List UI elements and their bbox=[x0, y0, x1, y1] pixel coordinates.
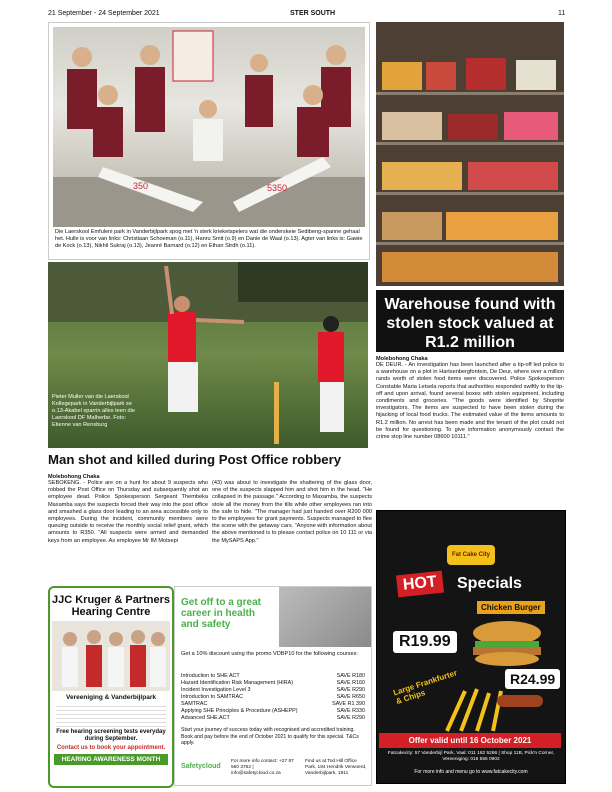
course-price: SAVE R290 bbox=[336, 687, 365, 693]
bat-label-1: 350 bbox=[133, 181, 149, 191]
course-row bbox=[181, 673, 365, 680]
ad-hearing-centre[interactable] bbox=[48, 586, 174, 788]
robbery-body-1: SEBOKENG. - Police are on a hunt for about 9 suspects who robbed the Post Office on Thursday and subsequently shot an employee dead. Police Spokesperson Sergeant Thembeka Maxamba says the suspects forced their way into the post office and smashed a glass door leading to an area accessible only to employees. During the incident, community members were queuing outside to receive the monthly social relief grant, which amounts to R350. "All suspects were armed and demanded keys from an employee. As employee Mr IM Motsepi bbox=[48, 480, 208, 544]
course-name: Incident Investigation Level 3 bbox=[181, 687, 251, 693]
course-name: Hazard Identification Risk Management (HIRA) bbox=[181, 680, 294, 686]
robbery-body-2: (43) was about to investigate the shattering of the glass door, one of the suspects slapped him and shot him in the head. "He collapsed in the passage." According to Maxamba, the suspects stole all the money from the tills while other employees ran into the safe to hide. "The manager had just handed over R200 000 to the employees for grant payments. Suspects managed to flee the scene with the getaway cars. "Anyone with information about the above mentioned is to please contact police on 10 111 or via the MySAPS App." bbox=[212, 480, 372, 544]
course-row bbox=[181, 694, 365, 701]
ad-fatcake-address: Fatcakecity: 57 Vanderbijl Park, Vaal: 011 162 5266 | Shop 11B, Pick'n Corner, Vereeniging: 016 556 0902 bbox=[387, 751, 555, 762]
warehouse-article bbox=[376, 356, 564, 441]
warehouse-headline: Warehouse found with stolen stock valued at R1.2 million bbox=[384, 296, 556, 351]
bat-label-2: 5350 bbox=[267, 183, 288, 193]
warehouse-shelves bbox=[376, 22, 564, 286]
course-price: SAVE R290 bbox=[336, 715, 365, 721]
ad-fatcake-hot: HOT bbox=[396, 571, 444, 598]
burger-icon bbox=[469, 619, 545, 667]
photo-bowler-caption: Pieter Muller van die Laerskool Kollegepark in Vanderbijlpark se o.13-Akabel sparrin alles teen die Laerskool DF Malherbe. Foto: Etienne van Rensburg bbox=[52, 394, 136, 428]
ad-hearing-contacts bbox=[56, 703, 166, 727]
photo-bowler bbox=[48, 262, 368, 448]
course-price: SAVE R650 bbox=[336, 694, 365, 700]
team-illustration bbox=[53, 27, 365, 227]
course-price: SAVE R160 bbox=[336, 680, 365, 686]
ad-hearing-locations: Vereeniging & Vanderbijlpark bbox=[66, 694, 156, 701]
ad-fatcake-brand: Fat Cake City bbox=[447, 545, 495, 565]
photo-cricket-team bbox=[53, 27, 365, 227]
ad-fatcake-valid: Offer valid until 16 October 2021 bbox=[379, 733, 561, 748]
course-row bbox=[181, 701, 365, 708]
course-row bbox=[181, 708, 365, 715]
ad-safety-training[interactable] bbox=[174, 586, 372, 786]
course-row bbox=[181, 715, 365, 722]
ad-safety-address: Find us at Tod Hill Office Park, 184 Hendrik Verwoerd, Vanderbijlpark, 1911 bbox=[305, 759, 367, 776]
course-name: Introduction to SAMTRAC bbox=[181, 694, 244, 700]
ad-safety-footer: Start your journey of success today with recognised and accredited training. Book and pay before the end of October 2021 to qualify for this special. T&Cs apply. bbox=[181, 727, 359, 747]
robbery-headline: Man shot and killed during Post Office robbery bbox=[48, 452, 342, 467]
ad-safety-course-list bbox=[181, 673, 365, 722]
ad-fatcake-web[interactable]: For more info and menu go to www.fatcakecity.com bbox=[414, 769, 528, 775]
page-number: 11 bbox=[558, 10, 566, 17]
course-name: Advanced SHE.ACT bbox=[181, 715, 230, 721]
warehouse-byline: Molebohong Chaka bbox=[376, 356, 428, 362]
ad-safety-promo: Get a 10% discount using the promo VDBP10 for the following courses: bbox=[181, 651, 358, 657]
ad-safety-contact[interactable]: For more info contact: +27 87 550 3762 | info@safetycloud.co.za bbox=[231, 759, 294, 776]
ad-fatcake-specials: Specials bbox=[457, 575, 522, 592]
ad-safety-headline: Get off to a great career in health and safety bbox=[181, 597, 262, 630]
robbery-col-1 bbox=[48, 474, 208, 545]
ad-fatcake-price1: R19.99 bbox=[393, 631, 457, 653]
ad-safety-photo bbox=[279, 587, 371, 647]
robbery-byline: Molebohong Chaka bbox=[48, 474, 100, 480]
course-row bbox=[181, 680, 365, 687]
photo-cricket-team-box bbox=[48, 22, 370, 260]
course-price: SAVE R1 390 bbox=[332, 701, 365, 707]
ad-fatcake-item2: Large Frankfurter & Chips bbox=[392, 668, 459, 706]
ad-fatcake-price2: R24.99 bbox=[505, 669, 560, 689]
course-name: Applying SHE Principles & Procedure (ASHEPP) bbox=[181, 708, 298, 714]
ad-safety-brand: Safetycloud bbox=[181, 763, 221, 770]
issue-date: 21 September - 24 September 2021 bbox=[48, 10, 160, 17]
warehouse-headline-box bbox=[376, 290, 564, 352]
ad-fatcake-item1: Chicken Burger bbox=[477, 601, 545, 614]
ad-hearing-banner: HEARING AWARENESS MONTH bbox=[54, 754, 168, 765]
page-header bbox=[0, 0, 612, 20]
course-name: Introduction to SHE ACT bbox=[181, 673, 240, 679]
photo-cricket-team-caption: Die Laerskool Emfuleni park in Vanderbijlpark spog met 'n sterk krieketspelers wat die onderskeie Sedibeng-spanne gehaal het. Hulle is voor van links: Christiaan Schoeman (o.11), Hanru Smit (o.9) en Danie de Waal (o.13). Agter van links is: Gawie de Kock (o.13), Nikhil Sukraj (o.13), Jeanré Barnard (o.12) en Ethan Strdh (o.11). bbox=[55, 229, 363, 249]
ad-hearing-offer: Free hearing screening tests everyday during September. bbox=[56, 729, 166, 742]
ad-hearing-photo bbox=[52, 621, 170, 691]
robbery-col-2 bbox=[212, 480, 372, 545]
ad-hearing-cta[interactable]: Contact us to book your appointment. bbox=[56, 745, 166, 751]
ad-fatcake-city[interactable] bbox=[376, 510, 566, 784]
course-price: SAVE R330 bbox=[336, 708, 365, 714]
course-row bbox=[181, 687, 365, 694]
course-price: SAVE R180 bbox=[336, 673, 365, 679]
ad-hearing-title: JJC Kruger & Partners Hearing Centre bbox=[52, 594, 170, 618]
chips-icon bbox=[437, 685, 547, 733]
course-name: SAMTRAC bbox=[181, 701, 208, 707]
paper-name: STER SOUTH bbox=[290, 10, 336, 17]
warehouse-body: DE DEUR. - An investigation has been launched after a tip-off led police to a warehouse on a plot in Hartsenbergfontein, De Deur, where over a million rands worth of stolen food items were discovered. Police Spokesperson Constable Maria Letsela reports that authorities responded swiftly to the tip-off and upon arrival, found several boxes with stolen equipment, including condiments and groceries. "The goods were identified by Shoprite investigators. The items are suspected to have been stolen during the hijacking of local food trucks. The estimated value of the items amounts to R1.2 million. No arrest has been made and the tenant of the plot could not be found for questioning. To give information anonymously contact the crime stop line number 08600 10111." bbox=[376, 362, 564, 441]
photo-warehouse bbox=[376, 22, 564, 286]
